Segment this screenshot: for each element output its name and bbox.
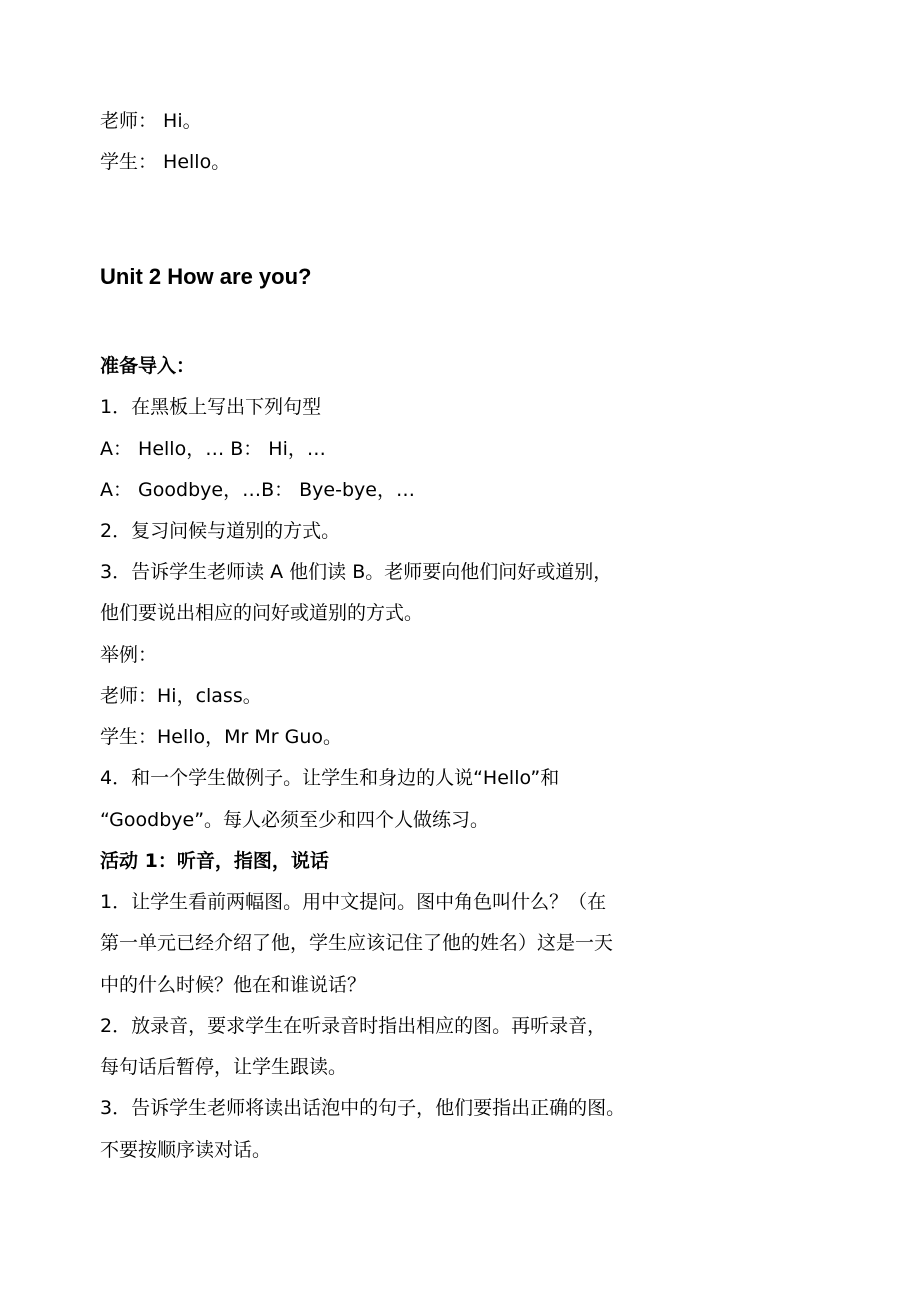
prep-pattern-1: A： Hello，… B： Hi，… (100, 438, 326, 460)
prep-item-3-line-2: 他们要说出相应的问好或道别的方式。 (100, 602, 424, 624)
activity-1-item-1-line-3: 中的什么时候？他在和谁说话？ (100, 974, 367, 996)
prep-item-4-line-2: “Goodbye”。每人必须至少和四个人做练习。 (100, 809, 490, 831)
prep-pattern-2: A： Goodbye，…B： Bye-bye，… (100, 479, 415, 501)
prep-heading: 准备导入： (100, 355, 196, 377)
example-teacher-line: 老师：Hi，class。 (100, 685, 262, 707)
activity-1-item-2-line-1: 2．放录音，要求学生在听录音时指出相应的图。再听录音， (100, 1015, 607, 1037)
dialog-teacher-line: 老师： Hi。 (100, 110, 202, 132)
unit-title: Unit 2 How are you? (100, 264, 312, 289)
example-label: 举例： (100, 644, 158, 666)
activity-1-item-2-line-2: 每句话后暂停，让学生跟读。 (100, 1056, 348, 1078)
prep-item-4-line-1: 4．和一个学生做例子。让学生和身边的人说“Hello”和 (100, 767, 560, 789)
prep-item-1: 1．在黑板上写出下列句型 (100, 396, 322, 418)
activity-1-item-1-line-2: 第一单元已经介绍了他，学生应该记住了他的姓名）这是一天 (100, 932, 614, 954)
activity-1-heading: 活动 1：听音，指图，说话 (100, 850, 329, 872)
activity-1-item-3-line-2: 不要按顺序读对话。 (100, 1139, 272, 1161)
example-student-line: 学生：Hello，Mr Mr Guo。 (100, 726, 343, 748)
prep-item-2: 2．复习问候与道别的方式。 (100, 520, 341, 542)
prep-item-3-line-1: 3．告诉学生老师读 A 他们读 B。老师要向他们问好或道别， (100, 561, 613, 583)
dialog-student-line: 学生： Hello。 (100, 151, 231, 173)
activity-1-item-3-line-1: 3．告诉学生老师将读出话泡中的句子，他们要指出正确的图。 (100, 1097, 626, 1119)
activity-1-item-1-line-1: 1．让学生看前两幅图。用中文提问。图中角色叫什么？（在 (100, 891, 607, 913)
